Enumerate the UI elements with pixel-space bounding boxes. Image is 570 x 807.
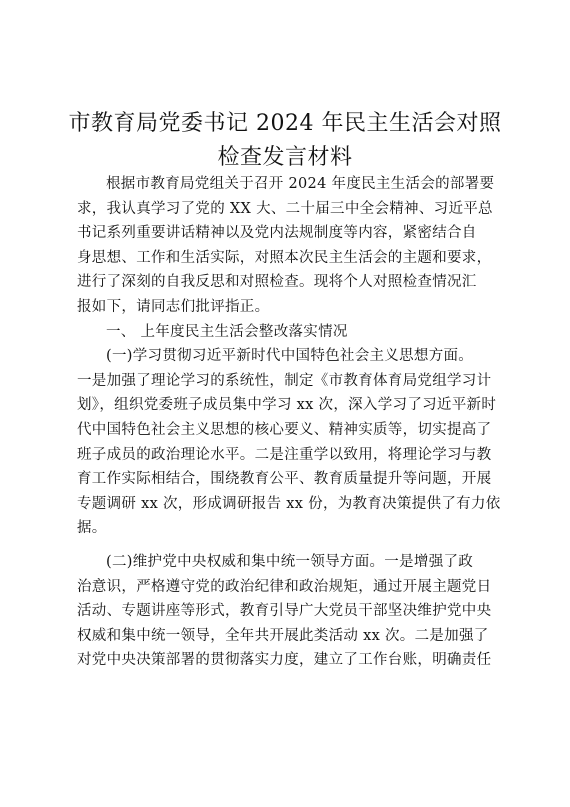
section-heading-text: 一、 上年度民主生活会整改落实情况 — [106, 323, 348, 340]
paragraph-line: 根据市教育局党组关于召开 2024 年度民主生活会的部署要 — [106, 176, 495, 192]
paragraph-line: (一)学习贯彻习近平新时代中国特色社会主义思想方面。 — [106, 348, 474, 365]
paragraph-line: 求，我认真学习了党的 XX 大、二十届三中全会精神、习近平总 — [77, 200, 493, 217]
paragraph-line: 活动、专题讲座等形式，教育引导广大党员干部坚决维护党中央 — [77, 603, 492, 620]
paragraph-line: 权威和集中统一领导，全年共开展此类活动 xx 次。二是加强了 — [77, 627, 489, 644]
paragraph-line: 报如下，请同志们批评指正。 — [77, 298, 270, 315]
paragraph-line: 治意识，严格遵守党的政治纪律和政治规矩，通过开展主题党日 — [77, 578, 492, 595]
paragraph-line: 进行了深刻的自我反思和对照检查。现将个人对照检查情况汇 — [77, 274, 477, 291]
paragraph-line: 据。 — [77, 520, 107, 537]
paragraph-line: 书记系列重要讲话精神以及党内法规制度等内容，紧密结合自 — [77, 225, 477, 242]
document-title-line-1: 市教育局党委书记 2024 年民主生活会对照 — [68, 111, 502, 136]
paragraph-line: 班子成员的政治理论水平。二是注重学以致用，将理论学习与教 — [77, 446, 492, 463]
paragraph-line: 育工作实际相结合，围绕教育公平、教育质量提升等问题，开展 — [77, 471, 492, 488]
paragraph-line: 专题调研 xx 次，形成调研报告 xx 份，为教育决策提供了有力依 — [77, 495, 501, 512]
paragraph-line: 划》，组织党委班子成员集中学习 xx 次，深入学习了习近平新时 — [77, 397, 497, 414]
paragraph-party-authority — [77, 550, 497, 673]
paragraph-line: (二)维护党中央权威和集中统一领导方面。一是增强了政 — [106, 553, 474, 570]
paragraph-intro — [77, 172, 497, 320]
paragraph-line: 身思想、工作和生活实际，对照本次民主生活会的主题和要求， — [77, 249, 492, 266]
document-body — [77, 172, 501, 673]
paragraph-study-implementation — [77, 344, 501, 541]
paragraph-line: 对党中央决策部署的贯彻落实力度，建立了工作台账，明确责任 — [77, 652, 492, 669]
document-title-line-2: 检查发言材料 — [217, 145, 353, 170]
paragraph-spacer — [77, 541, 497, 550]
paragraph-line: 一是加强了理论学习的系统性，制定《市教育体育局党组学习计 — [77, 372, 492, 389]
section-heading-1 — [77, 320, 497, 345]
paragraph-line: 代中国特色社会主义思想的核心要义、精神实质等，切实提高了 — [77, 421, 492, 438]
